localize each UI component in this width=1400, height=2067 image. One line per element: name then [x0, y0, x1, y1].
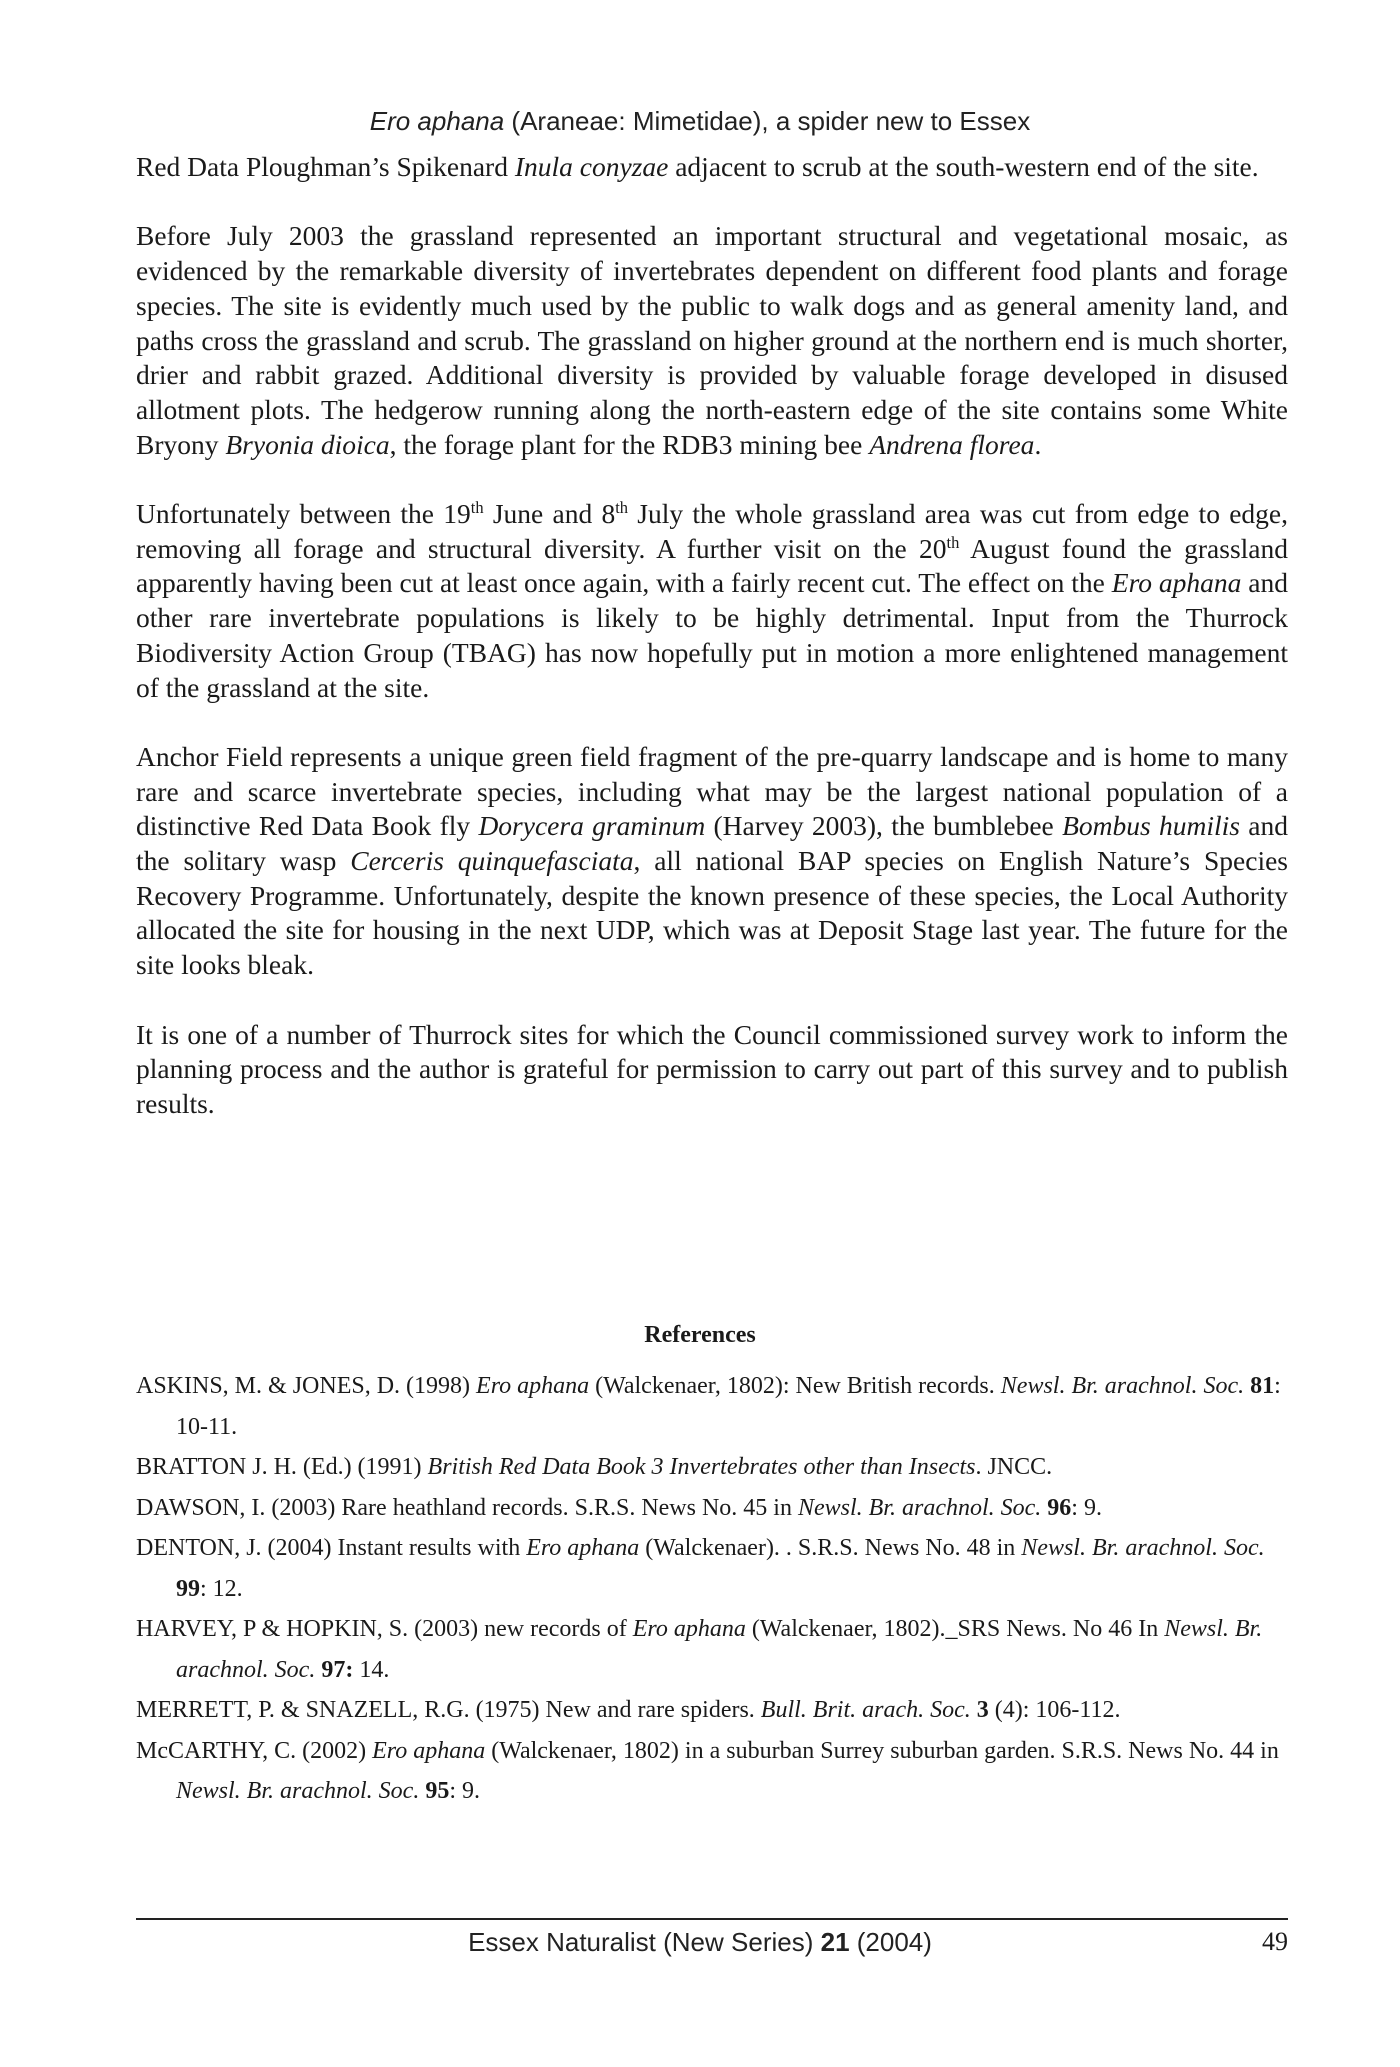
text: . JNCC.	[975, 1454, 1053, 1480]
journal-name: Newsl. Br. arachnol. Soc.	[176, 1778, 420, 1804]
text: adjacent to scrub at the south-western end of the site.	[668, 151, 1259, 182]
species-name: Bryonia dioica	[225, 428, 390, 460]
volume: 3	[976, 1697, 989, 1723]
running-header-rest: (Araneae: Mimetidae), a spider new to Essex	[504, 106, 1031, 136]
text: MERRETT, P. & SNAZELL, R.G. (1975) New and rare spiders.	[136, 1697, 761, 1723]
text: (Walckenaer, 1802) in a suburban Surrey suburban garden. S.R.S. News No. 44 in	[485, 1737, 1279, 1764]
text: DAWSON, I. (2003) Rare heathland records. S.R.S. News No. 45 in	[136, 1494, 798, 1521]
species-name: Ero aphana	[632, 1616, 746, 1642]
ordinal-suffix: th	[946, 532, 960, 552]
species-name: Ero aphana	[476, 1373, 590, 1399]
text: Unfortunately between the 19	[136, 498, 471, 529]
text: , all national BAP species on English Nature’s Species Recovery Programme. Unfortunately, despite the known presence of these species, the Local Authority allocated the site for housing in the next UDP, which was at Deposit Stage last year. The future for the site looks bleak.	[136, 845, 1288, 981]
text: Before July 2003 the grassland represented an important structural and vegetational mosaic, as evidenced by the remarkable diversity of invertebrates dependent on different food plants and forage species. The site is evidently much used by the public to walk dogs and as general amenity land, and paths cross the grassland and scrub. The grassland on higher ground at the northern end is much shorter, drier and rabbit grazed. Additional diversity is provided by valuable forage developed in disused allotment plots. The hedgerow running along the north-eastern edge of the site contains some White Bryony	[136, 220, 1288, 460]
text: August found the grassland apparently having been cut at least once again, with a fairly recent cut. The effect on the	[136, 532, 1288, 599]
ordinal-suffix: th	[615, 497, 629, 517]
text: Anchor Field represents a unique green field fragment of the pre-quarry landscape and is home to many rare and scarce invertebrate species, including what may be the largest national population of a distinctive Red Data Book fly	[136, 740, 1288, 842]
page-number: 49	[1262, 1927, 1288, 1956]
ordinal-suffix: th	[470, 497, 484, 517]
text: : 10-11.	[176, 1373, 1281, 1440]
journal-footer	[0, 1927, 1400, 1958]
volume: 99	[176, 1575, 200, 1602]
footer-rule	[136, 1918, 1288, 1920]
journal-name: Newsl. Br. arachnol. Soc.	[1021, 1535, 1265, 1561]
running-header	[0, 106, 1400, 137]
text: : 12.	[200, 1575, 243, 1602]
text: : 9.	[449, 1778, 480, 1804]
species-name: Ero aphana	[526, 1535, 640, 1561]
species-name: Cerceris quinquefasciata	[350, 845, 634, 877]
volume: 97:	[321, 1656, 354, 1683]
reference-item	[136, 1366, 1288, 1447]
reference-item	[136, 1690, 1288, 1731]
journal-name: Newsl. Br. arachnol. Soc.	[176, 1616, 1263, 1683]
species-name: Andrena florea	[869, 428, 1035, 460]
species-name: Inula conyzae	[514, 151, 669, 182]
species-name: Bombus humilis	[1062, 810, 1240, 842]
reference-item	[136, 1447, 1288, 1488]
text: It is one of a number of Thurrock sites for which the Council commissioned survey work to inform the planning process and the author is grateful for permission to carry out part of this survey and to publish results.	[136, 1018, 1288, 1119]
species-name: Ero aphana	[372, 1737, 486, 1764]
text: .	[1034, 428, 1042, 460]
text: and the solitary wasp	[136, 810, 1288, 877]
text: (Harvey 2003), the bumblebee	[705, 810, 1063, 842]
paragraph-4	[136, 740, 1288, 983]
species-name: Dorycera graminum	[478, 810, 706, 842]
text: McCARTHY, C. (2002)	[136, 1737, 373, 1764]
book-title: British Red Data Book 3 Invertebrates other than Insects	[427, 1454, 976, 1480]
text: DENTON, J. (2004) Instant results with	[136, 1535, 527, 1561]
reference-item	[136, 1488, 1288, 1529]
text: : 9.	[1071, 1494, 1102, 1521]
references-heading: References	[644, 1322, 756, 1348]
references-list	[136, 1366, 1288, 1812]
text: July the whole grassland area was cut from edge to edge, removing all forage and structural diversity. A further visit on the 20	[136, 498, 1288, 564]
reference-item	[136, 1528, 1288, 1609]
text: and other rare invertebrate populations is likely to be highly detrimental. Input from the Thurrock Biodiversity Action Group (TBAG) has now hopefully put in motion a more enlightened management of the grassland at the site.	[136, 567, 1288, 703]
journal-title: Essex Naturalist (New Series)	[468, 1927, 821, 1957]
text: BRATTON J. H. (Ed.) (1991)	[136, 1454, 428, 1480]
text: ASKINS, M. & JONES, D. (1998)	[136, 1373, 477, 1399]
text: 14.	[353, 1656, 390, 1683]
paragraph-2	[136, 219, 1288, 462]
text: (Walckenaer, 1802)._SRS News. No 46 In	[745, 1616, 1165, 1642]
volume: 81	[1250, 1373, 1275, 1399]
journal-year: (2004)	[849, 1927, 932, 1957]
reference-item	[136, 1609, 1288, 1690]
text: Red Data Ploughman’s Spikenard	[136, 151, 515, 182]
article-body	[136, 150, 1288, 1156]
running-header-species: Ero aphana	[369, 106, 505, 136]
paragraph-3	[136, 497, 1288, 705]
journal-name: Newsl. Br. arachnol. Soc.	[797, 1494, 1042, 1521]
text: June and 8	[483, 498, 616, 529]
journal-volume: 21	[820, 1927, 850, 1957]
text: (4): 106-112.	[988, 1697, 1121, 1723]
species-name: Ero aphana	[1111, 567, 1242, 599]
journal-name: Bull. Brit. arach. Soc.	[760, 1697, 971, 1723]
text: , the forage plant for the RDB3 mining bee	[389, 428, 870, 460]
paragraph-1	[136, 150, 1288, 185]
paragraph-5	[136, 1018, 1288, 1122]
text: HARVEY, P & HOPKIN, S. (2003) new records of	[136, 1616, 633, 1642]
text: (Walckenaer, 1802): New British records.	[589, 1373, 1001, 1399]
text: (Walckenaer). . S.R.S. News No. 48 in	[639, 1535, 1022, 1561]
reference-item	[136, 1731, 1288, 1812]
volume: 95	[425, 1778, 450, 1804]
volume: 96	[1047, 1494, 1072, 1521]
journal-name: Newsl. Br. arachnol. Soc.	[1000, 1373, 1245, 1399]
